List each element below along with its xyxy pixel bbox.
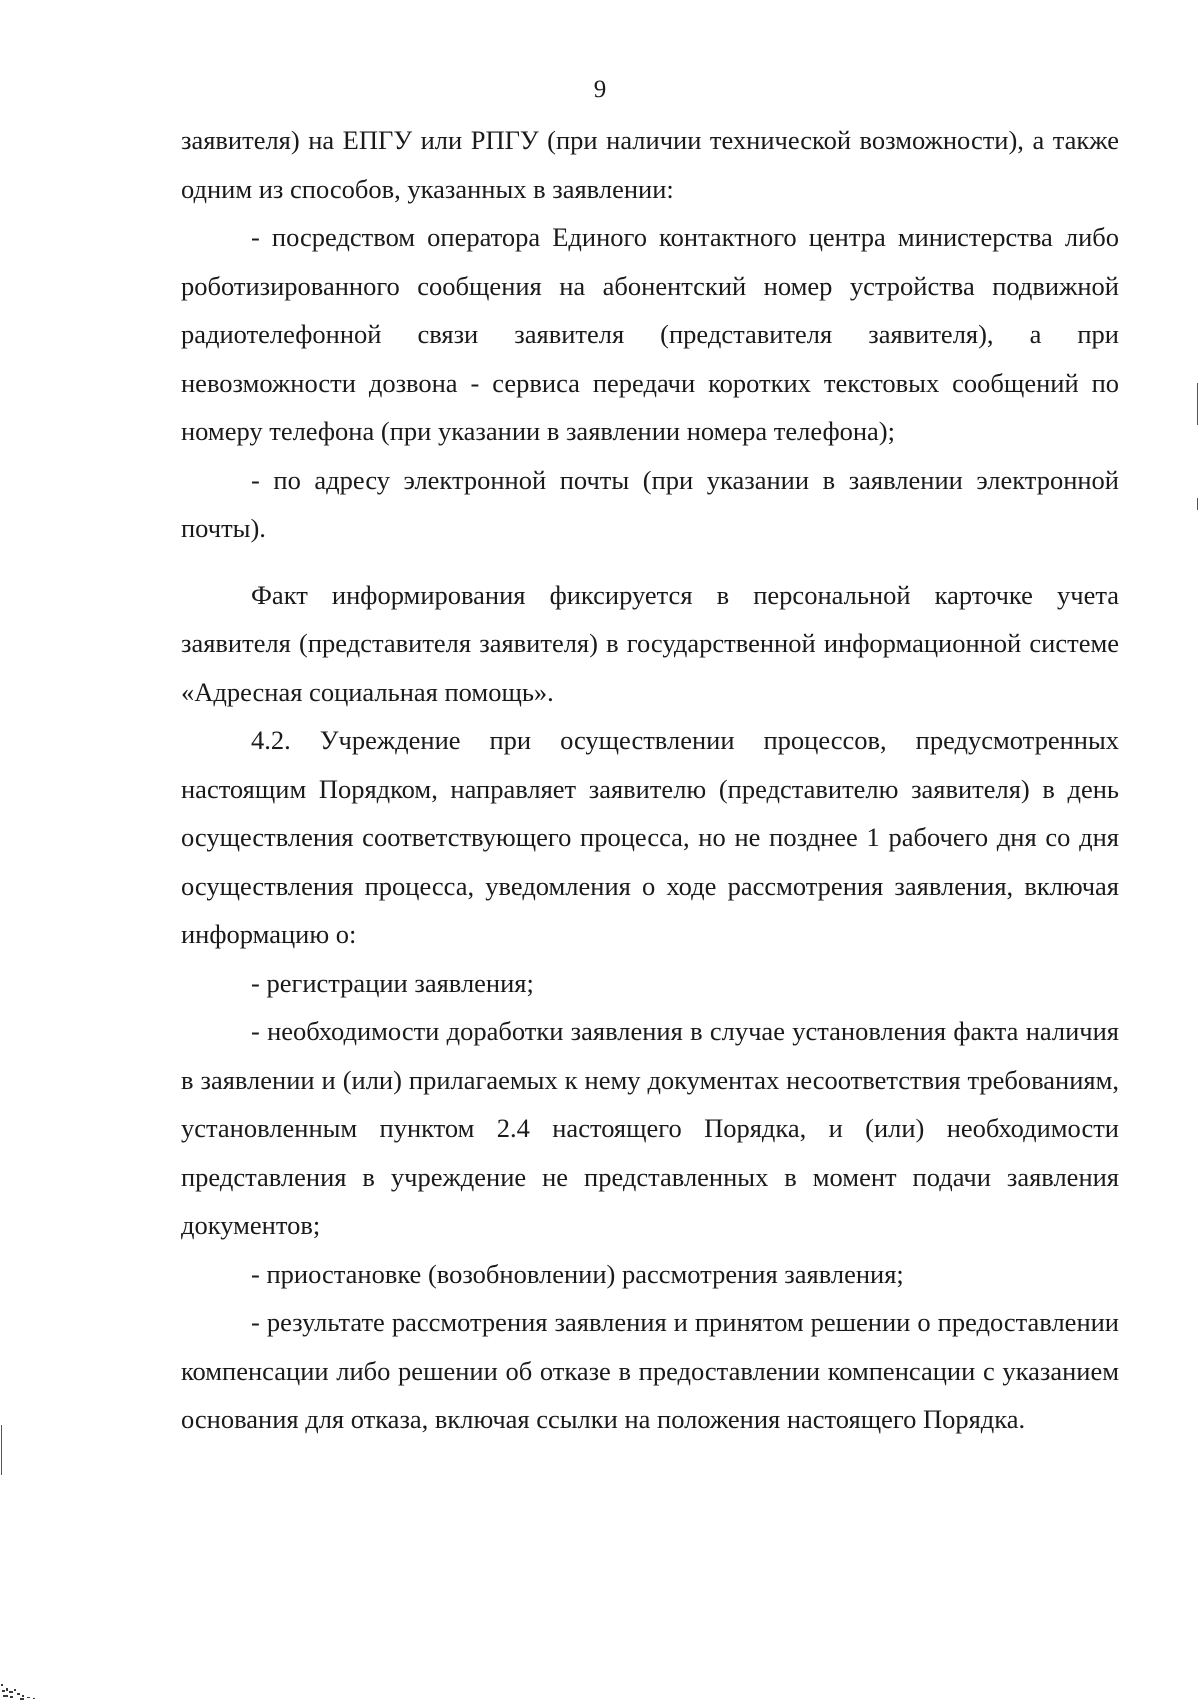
list-item-revision: - необходимости доработки заявления в случае установления факта наличия в заявлении и (или) прилагаемых к нему документах несоответствия требованиям, установленным пунктом 2.4 настоящего Порядка, и (или) необходимости представления в учреждение не представленных в момент подачи заявления документов; [181, 1016, 1119, 1240]
page-number: 9 [593, 76, 607, 103]
scan-artifact-corner [0, 1660, 70, 1700]
list-item-result: - результате рассмотрения заявления и принятом решении о предоставлении компенсации либо решении об отказе в предоставлении компенсации с указанием основания для отказа, включая ссылки на положения настоящего Порядка. [181, 1307, 1119, 1434]
list-item-email: - по адресу электронной почты (при указании в заявлении электронной почты). [181, 464, 1119, 543]
scan-artifact-right-edge [1197, 383, 1198, 425]
paragraph-informing-fact: Факт информирования фиксируется в персональной карточке учета заявителя (представителя заявителя) в государственной информационной системе «Адресная социальная помощь». [181, 579, 1119, 707]
document-body [181, 116, 1119, 1444]
list-item-suspension: - приостановке (возобновлении) рассмотрения заявления; [251, 1258, 904, 1289]
paragraph-continuation: заявителя) на ЕПГУ или РПГУ (при наличии технической возможности), а также одним из способов, указанных в заявлении: [181, 125, 1119, 204]
list-item-registration: - регистрации заявления; [251, 967, 534, 998]
scan-artifact-right-edge-small [1197, 498, 1198, 510]
paragraph-section-4-2: 4.2. Учреждение при осуществлении процессов, предусмотренных настоящим Порядком, направляет заявителю (представителю заявителя) в день осуществления соответствующего процесса, но не позднее 1 рабочего дня со дня осуществления процесса, уведомления о ходе рассмотрения заявления, включая информацию о: [181, 725, 1119, 949]
scan-artifact-left-edge [1, 1425, 2, 1475]
list-item-contact-center: - посредством оператора Единого контактного центра министерства либо роботизированного сообщения на абонентский номер устройства подвижной радиотелефонной связи заявителя (представителя заявителя), а при невозможности дозвона - сервиса передачи коротких текстовых сообщений по номеру телефона (при указании в заявлении номера телефона); [181, 222, 1119, 446]
